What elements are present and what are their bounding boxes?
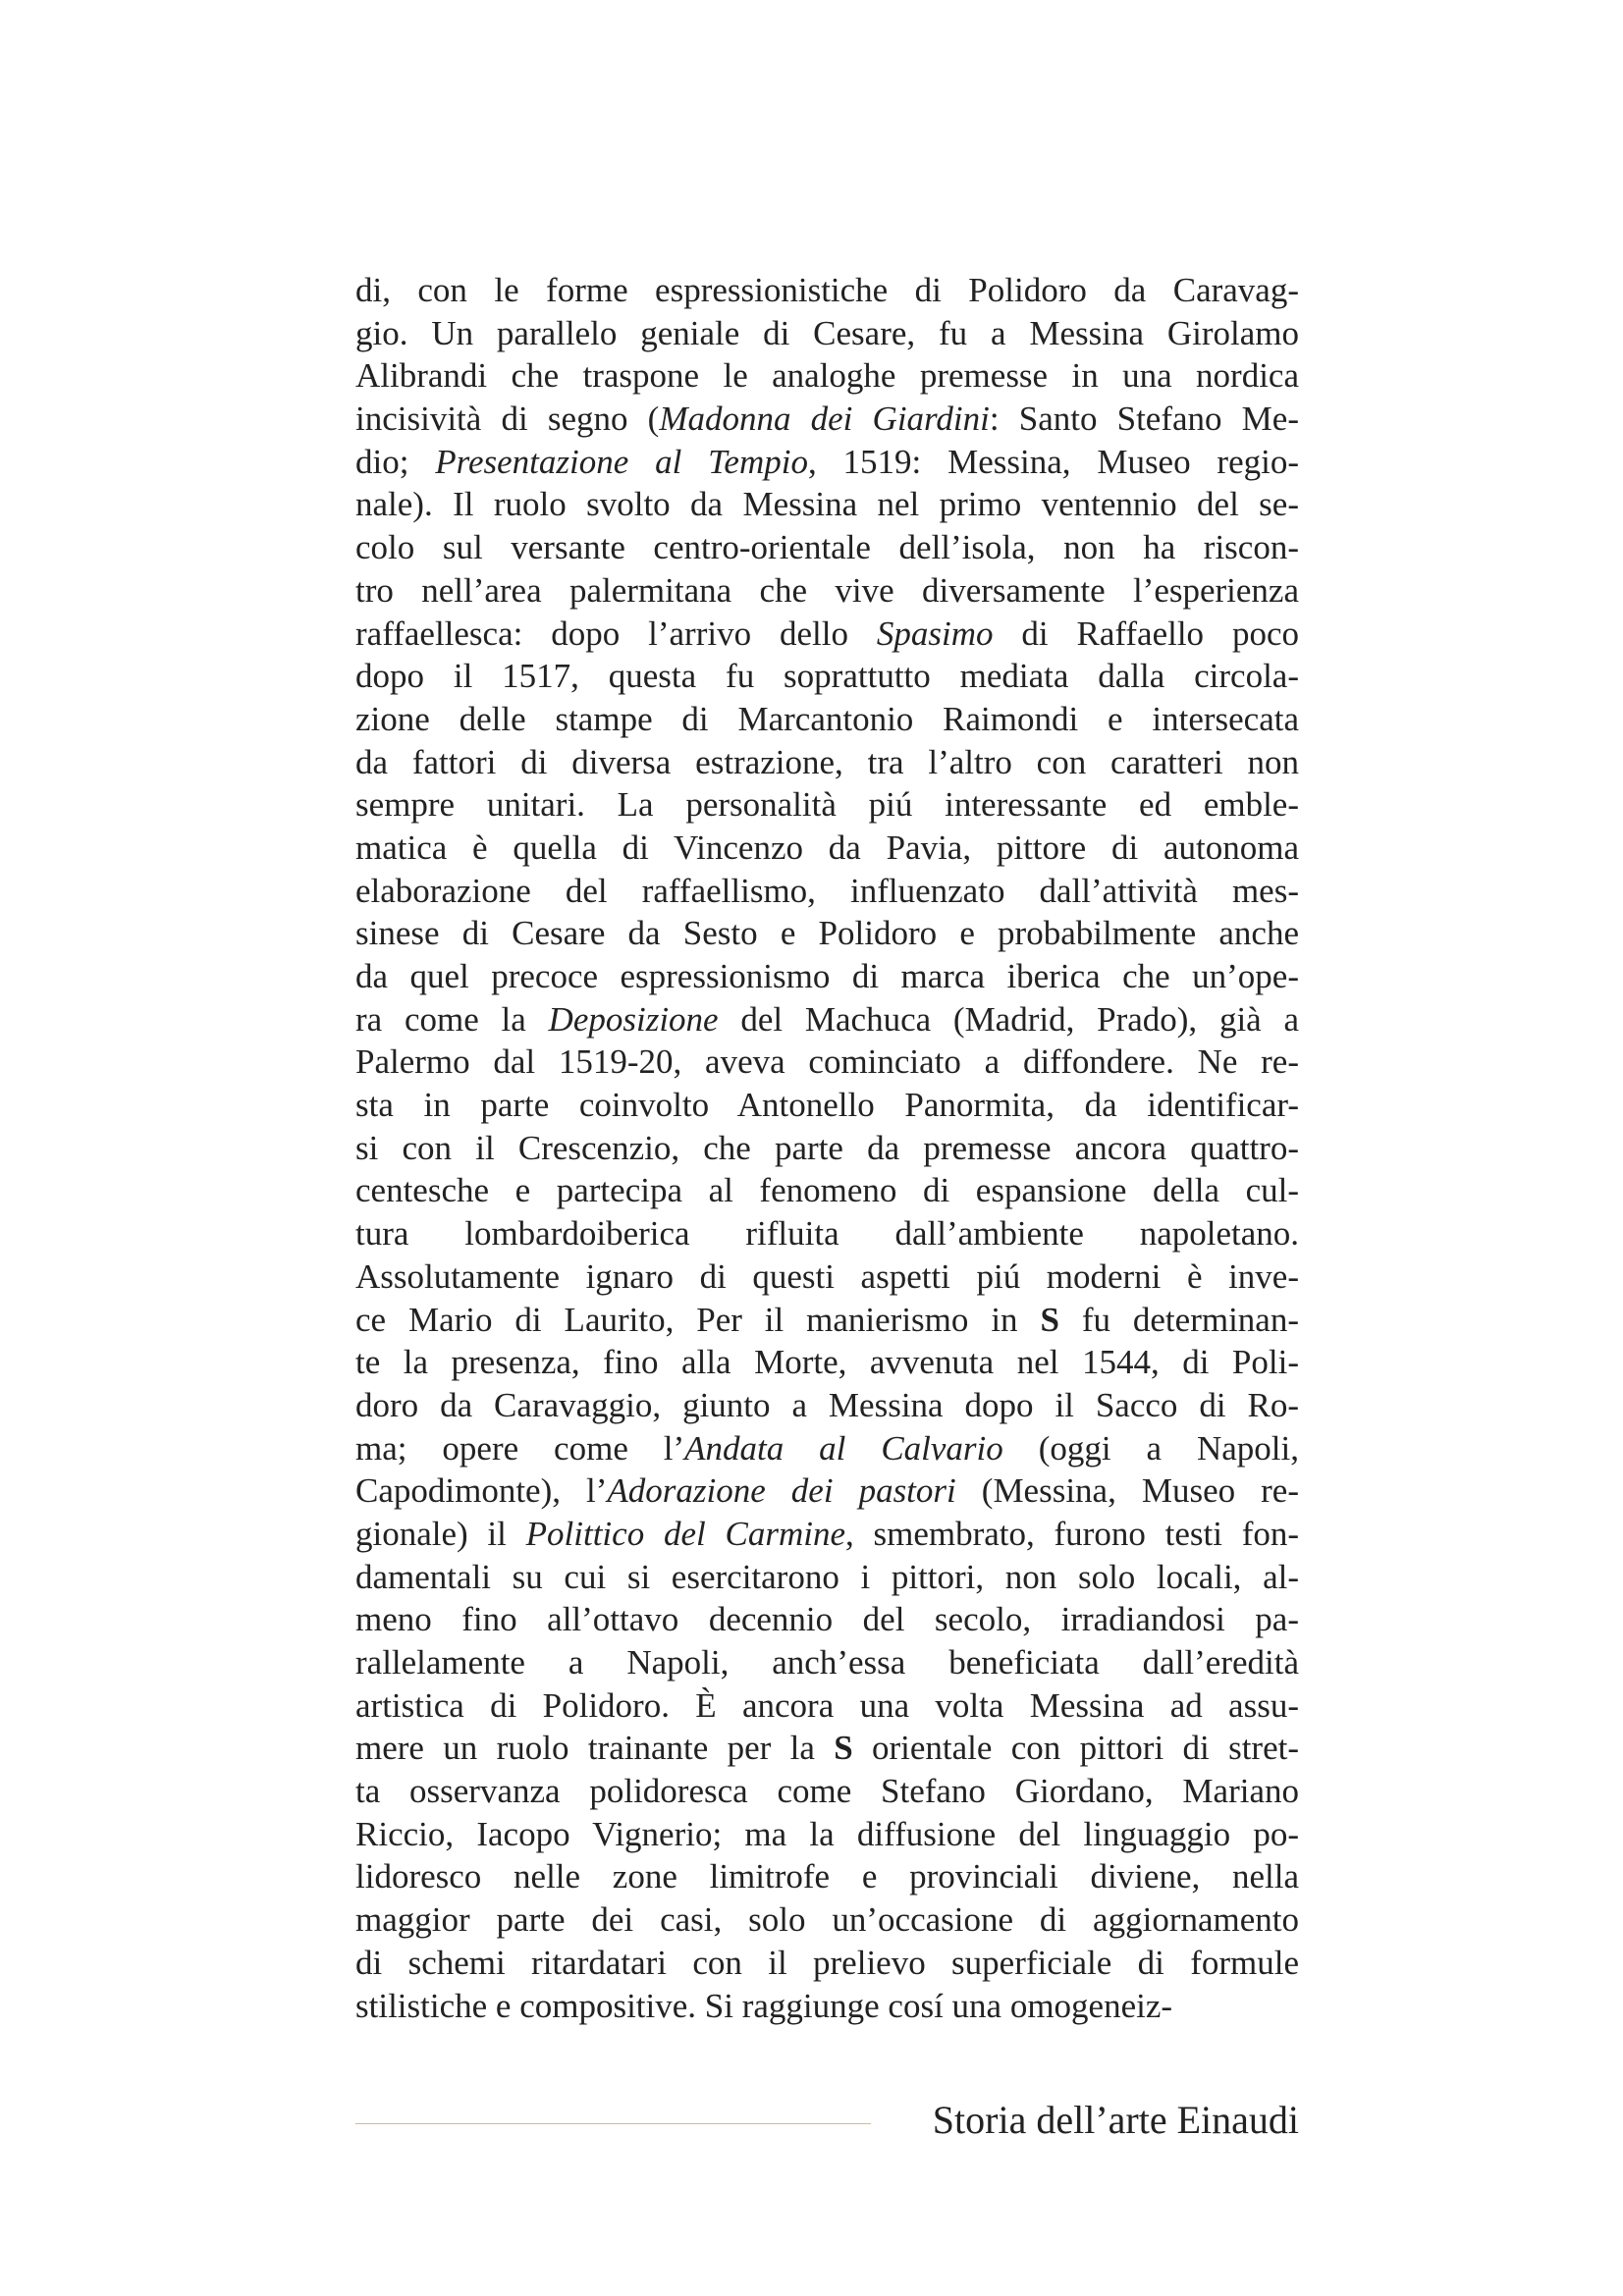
text-line xyxy=(355,1084,1299,1127)
footer-rule xyxy=(355,2123,871,2124)
text-run: (oggi a Napoli, xyxy=(1002,1428,1299,1468)
text-run: ma; opere come l’ xyxy=(355,1428,685,1468)
text-run: centesche e partecipa al fenomeno di espansione della cul- xyxy=(355,1171,1299,1210)
italic-title: Deposizione xyxy=(548,999,719,1039)
text-run: maggior parte dei casi, solo un’occasione di aggiornamento xyxy=(355,1900,1299,1940)
text-line xyxy=(355,1684,1299,1728)
text-run: , 1519: Messina, Museo regio- xyxy=(807,442,1299,481)
text-line xyxy=(355,1469,1299,1513)
text-line xyxy=(355,870,1299,913)
text-run: di Raffaello poco xyxy=(993,614,1299,653)
italic-title: Madonna dei Giardini xyxy=(659,400,990,439)
text-line xyxy=(355,1127,1299,1170)
text-run: tura lombardoiberica rifluita dall’ambiente napoletano. xyxy=(355,1214,1299,1254)
text-line xyxy=(355,354,1299,398)
italic-title: Presentazione al Tempio xyxy=(435,442,808,481)
text-run: elaborazione del raffaellismo, influenzato dall’attività mes- xyxy=(355,871,1299,910)
text-run: Alibrandi che traspone le analoghe premesse in una nordica xyxy=(355,356,1299,396)
text-line xyxy=(355,1169,1299,1212)
text-line xyxy=(355,1855,1299,1898)
text-line xyxy=(355,912,1299,955)
text-run: : Santo Stefano Me- xyxy=(989,400,1299,439)
text-line xyxy=(355,1813,1299,1856)
text-line xyxy=(355,569,1299,613)
text-line xyxy=(355,1427,1299,1470)
text-run: colo sul versante centro-orientale dell’isola, non ha riscon- xyxy=(355,528,1299,567)
text-line xyxy=(355,1898,1299,1942)
text-line xyxy=(355,269,1299,312)
text-line xyxy=(355,741,1299,784)
text-run: sta in parte coinvolto Antonello Panormita, da identificar- xyxy=(355,1086,1299,1125)
text-run: matica è quella di Vincenzo da Pavia, pittore di autonoma xyxy=(355,828,1299,867)
text-line xyxy=(355,955,1299,998)
text-run: mere un ruolo trainante per la xyxy=(355,1729,835,1768)
text-line xyxy=(355,1341,1299,1384)
text-run: te la presenza, fino alla Morte, avvenuta nel 1544, di Poli- xyxy=(355,1343,1299,1382)
text-run: meno fino all’ottavo decennio del secolo, irradiandosi pa- xyxy=(355,1600,1299,1639)
text-line xyxy=(355,613,1299,656)
text-line xyxy=(355,998,1299,1041)
text-run: dopo il 1517, questa fu soprattutto mediata dalla circola- xyxy=(355,657,1299,696)
text-line xyxy=(355,1770,1299,1813)
text-run: gio. Un parallelo geniale di Cesare, fu a Messina Girolamo xyxy=(355,313,1299,352)
italic-title: Andata al Calvario xyxy=(684,1428,1003,1468)
text-run: rallelamente a Napoli, anch’essa beneficiata dall’eredità xyxy=(355,1643,1299,1682)
text-line xyxy=(355,1299,1299,1342)
text-run: sempre unitari. La personalità piú interessante ed emble- xyxy=(355,785,1299,825)
text-run: si con il Crescenzio, che parte da premesse ancora quattro- xyxy=(355,1128,1299,1167)
text-line xyxy=(355,483,1299,526)
text-line xyxy=(355,698,1299,741)
text-line xyxy=(355,312,1299,355)
text-run: sinese di Cesare da Sesto e Polidoro e probabilmente anche xyxy=(355,914,1299,953)
text-run: stilistiche e compositive. Si raggiunge cosí una omogeneiz- xyxy=(355,1986,1173,2025)
text-run: orientale con pittori di stret- xyxy=(852,1729,1299,1768)
text-line xyxy=(355,398,1299,441)
text-line xyxy=(355,1212,1299,1255)
text-run: ce Mario di Laurito, Per il manierismo in xyxy=(355,1300,1041,1339)
text-run: (Messina, Museo re- xyxy=(955,1471,1300,1511)
text-run: artistica di Polidoro. È ancora una volta Messina ad assu- xyxy=(355,1685,1299,1725)
text-run: Riccio, Iacopo Vignerio; ma la diffusione del linguaggio po- xyxy=(355,1814,1299,1853)
text-line xyxy=(355,1513,1299,1556)
text-run: incisività di segno ( xyxy=(355,400,660,439)
text-line xyxy=(355,1384,1299,1427)
text-run: ra come la xyxy=(355,999,549,1039)
text-line xyxy=(355,1041,1299,1084)
italic-title: Spasimo xyxy=(876,614,994,653)
italic-title: Polittico del Carmine xyxy=(525,1514,845,1553)
text-run: di schemi ritardatari con il prelievo superficiale di formule xyxy=(355,1943,1299,1982)
text-line xyxy=(355,526,1299,569)
text-line xyxy=(355,1942,1299,1985)
text-run: dio; xyxy=(355,442,436,481)
text-run: lidoresco nelle zone limitrofe e provinciali diviene, nella xyxy=(355,1857,1299,1896)
text-run: da quel precoce espressionismo di marca iberica che un’ope- xyxy=(355,957,1299,995)
text-run: damentali su cui si esercitarono i pittori, non solo locali, al- xyxy=(355,1557,1299,1596)
text-run: ta osservanza polidoresca come Stefano Giordano, Mariano xyxy=(355,1772,1299,1811)
text-run: del Machuca (Madrid, Prado), già a xyxy=(718,999,1299,1039)
text-run: raffaellesca: dopo l’arrivo dello xyxy=(355,614,877,653)
text-line xyxy=(355,1556,1299,1599)
text-run: doro da Caravaggio, giunto a Messina dopo il Sacco di Ro- xyxy=(355,1385,1299,1424)
text-run: Palermo dal 1519-20, aveva cominciato a diffondere. Ne re- xyxy=(355,1042,1299,1082)
bold-abbreviation: S xyxy=(834,1729,853,1768)
text-line xyxy=(355,783,1299,827)
text-line xyxy=(355,1255,1299,1299)
text-run: Capodimonte), l’ xyxy=(355,1471,608,1511)
text-run: fu determinan- xyxy=(1058,1300,1299,1339)
text-line xyxy=(355,655,1299,698)
text-line xyxy=(355,1727,1299,1770)
text-run: , smembrato, furono testi fon- xyxy=(844,1514,1300,1553)
text-line xyxy=(355,1985,1299,2028)
text-line xyxy=(355,1598,1299,1641)
text-run: zione delle stampe di Marcantonio Raimondi e intersecata xyxy=(355,699,1299,738)
text-run: gionale) il xyxy=(355,1514,526,1553)
text-run: nale). Il ruolo svolto da Messina nel primo ventennio del se- xyxy=(355,485,1299,524)
footer-title: Storia dell’arte Einaudi xyxy=(932,2098,1299,2142)
page-footer xyxy=(355,2091,1299,2150)
text-run: tro nell’area palermitana che vive diversamente l’esperienza xyxy=(355,570,1299,610)
text-line xyxy=(355,441,1299,484)
body-text xyxy=(355,269,1299,2027)
italic-title: Adorazione dei pastori xyxy=(607,1471,956,1511)
text-line xyxy=(355,827,1299,870)
text-run: di, con le forme espressionistiche di Polidoro da Caravag- xyxy=(355,271,1299,309)
text-run: da fattori di diversa estrazione, tra l’altro con caratteri non xyxy=(355,742,1299,781)
text-run: Assolutamente ignaro di questi aspetti piú moderni è inve- xyxy=(355,1256,1299,1296)
bold-abbreviation: S xyxy=(1040,1300,1059,1339)
text-line xyxy=(355,1641,1299,1684)
